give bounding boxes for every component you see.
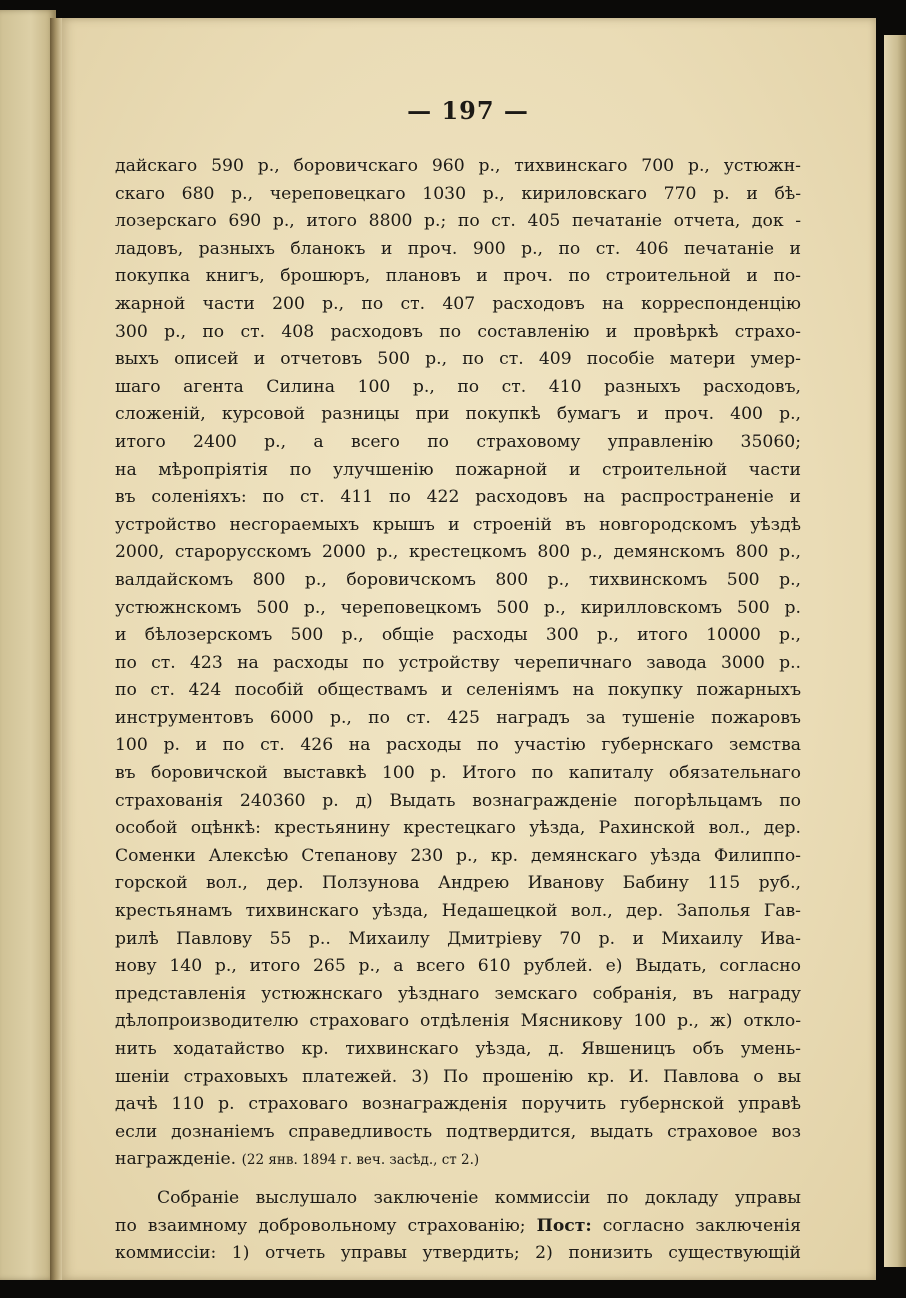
text-line: шеніи страховыхъ платежей. 3) По прошенію кр. И. Павлова о вы — [115, 1066, 801, 1087]
text-line: страхованія 240360 р. д) Выдать вознагражденіе погорѣльцамъ по — [115, 790, 801, 811]
text-line: Соменки Алексѣю Степанову 230 р., кр. демянскаго уѣзда Филиппо- — [115, 845, 801, 866]
text-line: шаго агента Силина 100 р., по ст. 410 разныхъ расходовъ, — [115, 376, 801, 397]
text-line: 100 р. и по ст. 426 на расходы по участію губернскаго земства — [115, 735, 801, 756]
text-line: валдайскомъ 800 р., боровичскомъ 800 р., тихвинскомъ 500 р., — [115, 569, 801, 590]
text-line: нить ходатайство кр. тихвинскаго уѣзда, д. Явшеницъ объ умень- — [115, 1039, 801, 1059]
text-line: крестьянамъ тихвинскаго уѣзда, Недашецкой вол., дер. Заполья Гав- — [115, 901, 801, 922]
text-line: если дознаніемъ справедливость подтвердится, выдать страховое воз — [115, 1121, 801, 1142]
resolution-keyword: Пост: — [536, 1215, 592, 1236]
text-line: по ст. 424 пособій обществамъ и селеніямъ на покупку пожарныхъ — [115, 680, 801, 701]
session-reference: (22 янв. 1894 г. веч. засѣд., ст 2.) — [241, 1152, 480, 1169]
text-line: дачѣ 110 р. страховаго вознагражденія поручить губернской управѣ — [115, 1094, 801, 1115]
last-line-text: награжденіе. — [115, 1149, 237, 1170]
paragraph-1 — [115, 153, 801, 1146]
paragraph-2-line-2 — [115, 1213, 801, 1241]
body-text — [115, 153, 801, 1268]
text-line: лозерскаго 690 р., итого 8800 р.; по ст. 405 печатаніе отчета, док - — [115, 211, 801, 232]
text-line: въ боровичской выставкѣ 100 р. Итого по капиталу обязательнаго — [115, 763, 801, 784]
left-page-edge — [0, 10, 56, 1280]
text-line: устюжнскомъ 500 р., череповецкомъ 500 р., кирилловскомъ 500 р. — [115, 597, 801, 618]
text-line: 2000, старорусскомъ 2000 р., крестецкомъ 800 р., демянскомъ 800 р., — [115, 542, 801, 563]
text-line: и бѣлозерскомъ 500 р., общіе расходы 300 р., итого 10000 р., — [115, 625, 801, 646]
text-line: дайскаго 590 р., боровичскаго 960 р., тихвинскаго 700 р., устюжн- — [115, 156, 801, 176]
text-line: ладовъ, разныхъ бланокъ и проч. 900 р., по ст. 406 печатаніе и — [115, 238, 801, 259]
text-line: дѣлопроизводителю страховаго отдѣленія Мясникову 100 р., ж) откло- — [115, 1011, 801, 1032]
right-page-edge — [884, 35, 906, 1267]
text-line: нову 140 р., итого 265 р., а всего 610 рублей. е) Выдать, согласно — [115, 956, 801, 977]
text-line: представленія устюжнскаго уѣзднаго земскаго собранія, въ награду — [115, 983, 801, 1004]
paragraph-1-last-line — [115, 1146, 801, 1175]
text-line: въ соленіяхъ: по ст. 411 по 422 расходовъ на распространеніе и — [115, 487, 801, 508]
paragraph-2 — [115, 1185, 801, 1268]
line-2-start: по взаимному добровольному страхованію; — [115, 1215, 526, 1236]
text-line: горской вол., дер. Ползунова Андрею Иванову Бабину 115 руб., — [115, 873, 801, 894]
text-line: покупка книгъ, брошюръ, плановъ и проч. по строительной и по- — [115, 266, 801, 287]
text-line: сложеній, курсовой разницы при покупкѣ бумагъ и проч. 400 р., — [115, 404, 801, 425]
page-gutter — [50, 18, 62, 1280]
text-line: итого 2400 р., а всего по страховому управленію 35060; — [115, 431, 801, 452]
text-line: рилѣ Павлову 55 р.. Михаилу Дмитріеву 70 р. и Михаилу Ива- — [115, 928, 801, 949]
text-line: 300 р., по ст. 408 расходовъ по составленію и провѣркѣ страхо- — [115, 321, 801, 342]
book-page — [60, 18, 876, 1280]
line-2-end: согласно заключенія — [602, 1215, 801, 1236]
page-number: — 197 — — [407, 96, 529, 125]
text-line: жарной части 200 р., по ст. 407 расходовъ на корреспонденцію — [115, 293, 801, 314]
text-line: на мѣропріятія по улучшенію пожарной и строительной части — [115, 459, 801, 480]
text-line: по ст. 423 на расходы по устройству черепичнаго завода 3000 р.. — [115, 652, 801, 673]
text-line: особой оцѣнкѣ: крестьянину крестецкаго уѣзда, Рахинской вол., дер. — [115, 818, 801, 839]
text-line: выхъ описей и отчетовъ 500 р., по ст. 409 пособіе матери умер- — [115, 349, 801, 370]
text-line: устройство несгораемыхъ крышъ и строеній въ новгородскомъ уѣздѣ — [115, 514, 801, 535]
text-line: скаго 680 р., череповецкаго 1030 р., кириловскаго 770 р. и бѣ- — [115, 183, 801, 204]
paragraph-2-line-3: коммиссіи: 1) отчеть управы утвердить; 2) понизить существующій — [115, 1243, 801, 1264]
text-line: инструментовъ 6000 р., по ст. 425 наградъ за тушеніе пожаровъ — [115, 707, 801, 728]
paragraph-2-line-1: Собраніе выслушало заключеніе коммиссіи по докладу управы — [157, 1187, 801, 1208]
